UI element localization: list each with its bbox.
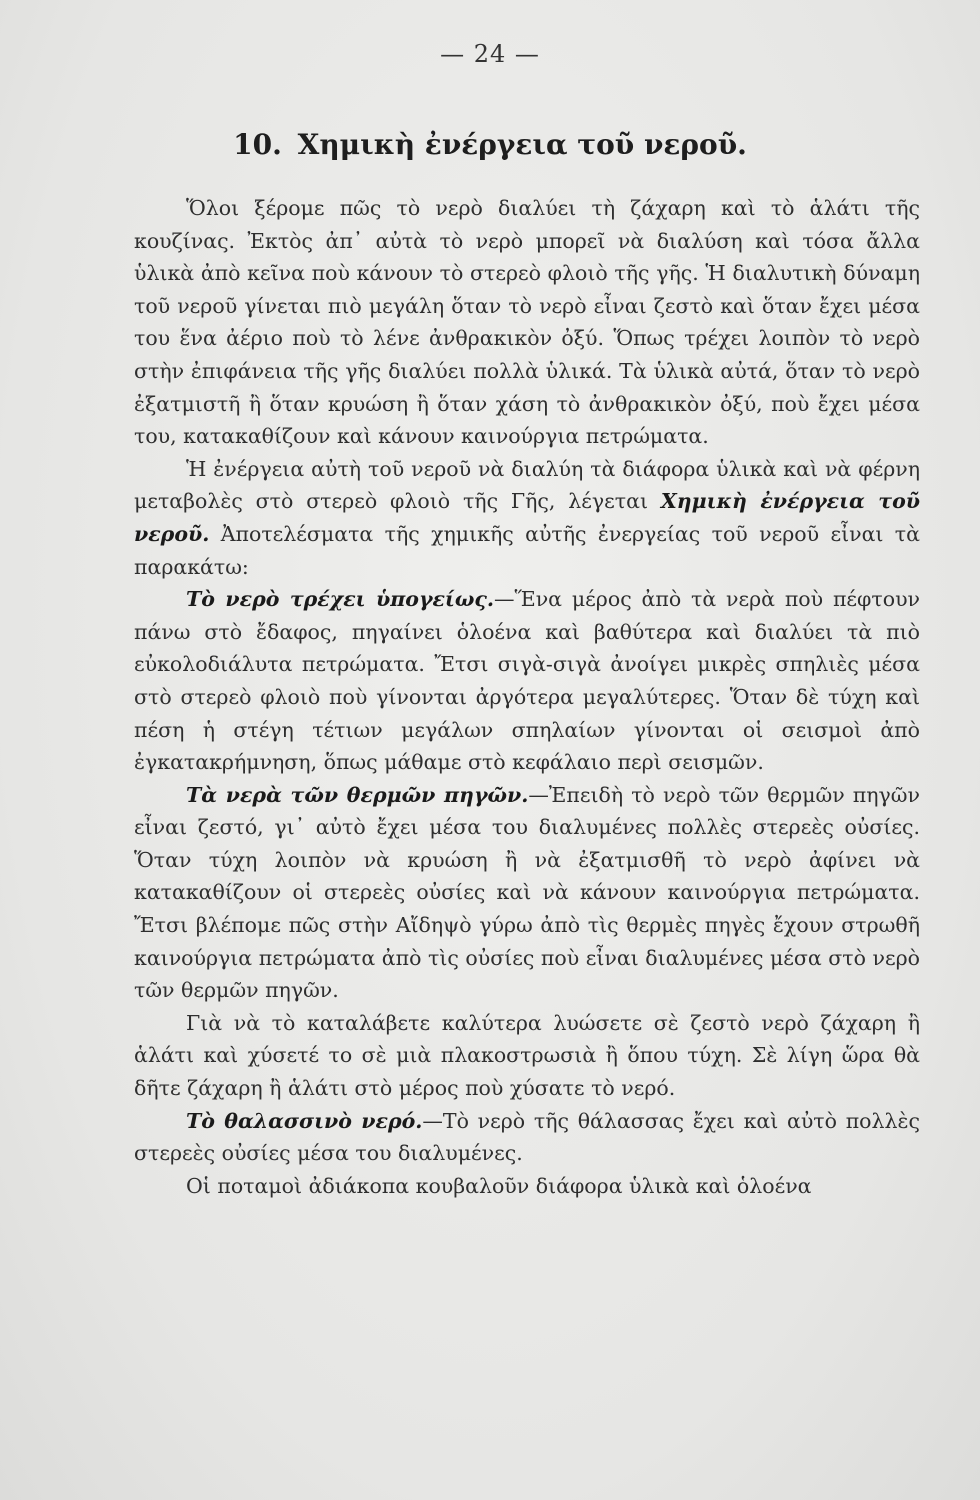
page-number: — 24 — bbox=[440, 40, 540, 68]
chapter-number: 10. bbox=[233, 128, 282, 161]
subheading-sea-water: Τὸ θαλασσινὸ νερό. bbox=[186, 1108, 423, 1133]
chapter-heading bbox=[0, 128, 980, 161]
paragraph-text: Ἀποτελέσματα τῆς χημικῆς αὐτῆς ἐνεργείας τοῦ νεροῦ εἶναι τὰ παρακάτω: bbox=[134, 521, 920, 579]
paragraph-5 bbox=[134, 1007, 920, 1105]
chapter-title: Χημικὴ ἐνέργεια τοῦ νεροῦ. bbox=[297, 128, 747, 161]
paragraph-text: Οἱ ποταμοὶ ἀδιάκοπα κουβαλοῦν διάφορα ὑλικὰ καὶ ὁλοένα bbox=[186, 1173, 812, 1198]
paragraph-text: Γιὰ νὰ τὸ καταλάβετε καλύτερα λυώσετε σὲ ζεστὸ νερὸ ζάχαρη ἢ ἁλάτι καὶ χύσετέ το σὲ μιὰ πλακοστρωσιὰ ἢ ὅπου τύχη. Σὲ λίγη ὥρα θὰ δῆτε ζάχαρη ἢ ἁλάτι στὸ μέρος ποὺ χύσατε τὸ νερό. bbox=[134, 1010, 920, 1101]
paragraph-text: —Ἕνα μέρος ἀπὸ τὰ νερὰ ποὺ πέφτουν πάνω στὸ ἔδαφος, πηγαίνει ὁλοένα καὶ βαθύτερα καὶ διαλύει τὰ πιὸ εὐκολοδιάλυτα πετρώματα. Ἔτσι σιγὰ-σιγὰ ἀνοίγει μικρὲς σπηλιὲς μέσα στὸ στερεὸ φλοιὸ ποὺ γίνονται ἀργότερα μεγαλύτερες. Ὅταν δὲ τύχη καὶ πέση ἡ στέγη τέτιων μεγάλων σπηλαίων γίνονται οἱ σεισμοὶ ἀπὸ ἐγκατακρήμνηση, ὅπως μάθαμε στὸ κεφάλαιο περὶ σεισμῶν. bbox=[134, 587, 920, 775]
paragraph-text: —Τὸ νερὸ τῆς θάλασσας ἔχει καὶ αὐτὸ πολλὲς στερεὲς οὐσίες μέσα του διαλυμένες. bbox=[134, 1108, 920, 1166]
paragraph-text: —Ἐπειδὴ τὸ νερὸ τῶν θερμῶν πηγῶν εἶναι ζεστό, γι᾽ αὐτὸ ἔχει μέσα του διαλυμένες πολλὲς στερεὲς οὐσίες. Ὅταν τύχη λοιπὸν νὰ κρυώση ἢ νὰ ἐξατμισθῆ τὸ νερὸ ἀφίνει νὰ κατακαθίζουν οἱ στερεὲς οὐσίες καὶ νὰ κάνουν καινούργια πετρώματα. Ἔτσι βλέπομε πῶς στὴν Αἴδηψὸ γύρω ἀπὸ τὶς θερμὲς πηγὲς ἔχουν στρωθῆ καινούργια πετρώματα ἀπὸ τὶς οὐσίες ποὺ εἶναι διαλυμένες μέσα στὸ νερὸ τῶν θερμῶν πηγῶν. bbox=[134, 782, 920, 1003]
paragraph-text: Ἡ ἐνέργεια αὐτὴ τοῦ νεροῦ νὰ διαλύη τὰ διάφορα ὑλικὰ καὶ νὰ φέρνη μεταβολὲς στὸ στερεὸ φλοιὸ τῆς Γῆς, λέγεται bbox=[134, 456, 920, 514]
subheading-hot-springs: Τὰ νερὰ τῶν θερμῶν πηγῶν. bbox=[186, 782, 529, 807]
term-chemical-energy: Χημικὴ ἐνέργεια τοῦ νεροῦ. bbox=[134, 489, 920, 546]
paragraph-6 bbox=[134, 1105, 920, 1170]
paragraph-1 bbox=[134, 192, 920, 453]
paragraph-2 bbox=[134, 453, 920, 583]
paragraph-text: Ὅλοι ξέρομε πῶς τὸ νερὸ διαλύει τὴ ζάχαρη καὶ τὸ ἁλάτι τῆς κουζίνας. Ἐκτὸς ἀπ᾽ αὐτὰ τὸ νερὸ μπορεῖ νὰ διαλύση καὶ τόσα ἄλλα ὑλικὰ ἀπὸ κεῖνα ποὺ κάνουν τὸ στερεὸ φλοιὸ τῆς γῆς. Ἡ διαλυτικὴ δύναμη τοῦ νεροῦ γίνεται πιὸ μεγάλη ὅταν τὸ νερὸ εἶναι ζεστὸ καὶ ὅταν ἔχει μέσα του ἕνα ἀέριο ποὺ τὸ λένε ἀνθρακικὸν ὀξύ. Ὅπως τρέχει λοιπὸν τὸ νερὸ στὴν ἐπιφάνεια τῆς γῆς διαλύει πολλὰ ὑλικά. Τὰ ὑλικὰ αὐτά, ὅταν τὸ νερὸ ἐξατμιστῆ ἢ ὅταν κρυώση ἢ ὅταν χάση τὸ ἀνθρακικὸν ὀξύ, ποὺ ἔχει μέσα του, κατακαθίζουν καὶ κάνουν καινούργια πετρώματα. bbox=[134, 196, 920, 449]
paragraph-3 bbox=[134, 583, 920, 779]
body-text bbox=[134, 192, 920, 1202]
paragraph-7 bbox=[134, 1170, 920, 1203]
subheading-underground-water: Τὸ νερὸ τρέχει ὑπογείως. bbox=[186, 587, 494, 612]
paragraph-4 bbox=[134, 779, 920, 1007]
